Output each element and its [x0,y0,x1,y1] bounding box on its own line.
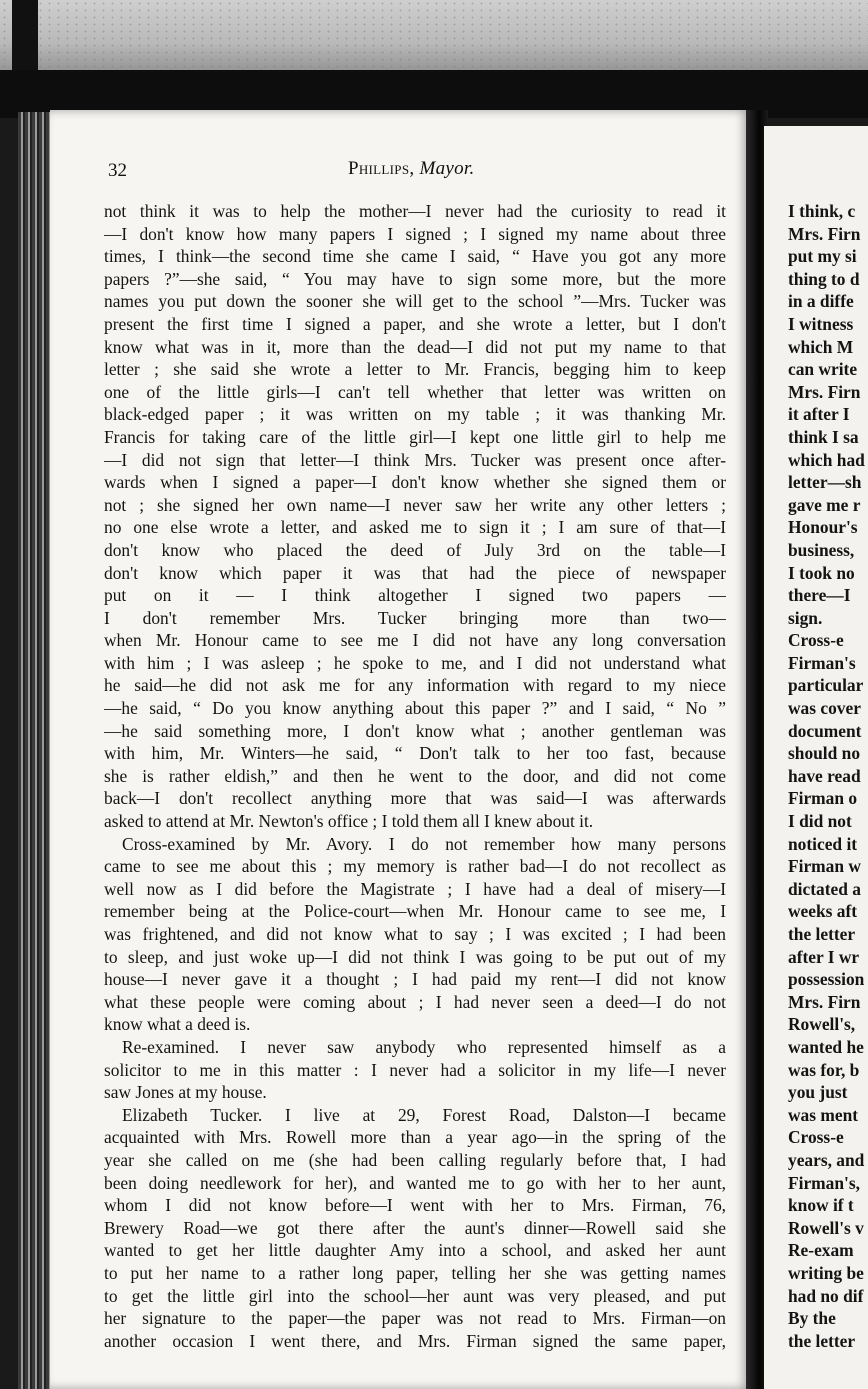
text-line-fragment: wanted he [788,1036,864,1057]
text-line-fragment: the letter [788,1330,856,1351]
text-line-fragment: was cover [788,698,861,719]
text-line: wanted to get her little daughter Amy into a school, and asked her aunt [104,1240,726,1261]
text-line-fragment: Cross-e [788,630,844,651]
text-line: came to see me about this ; my memory is rather bad—I do not recollect as [104,856,726,877]
text-line-fragment: put my si [788,246,857,267]
page-number: 32 [108,160,127,181]
text-line-fragment: weeks aft [788,901,858,922]
text-line: year she called on me (she had been calling regularly before that, I had [104,1149,726,1170]
text-line: letter ; she said she wrote a letter to Mr. Francis, begging him to keep [104,359,726,380]
text-line: not ; she signed her own name—I never saw her write any other letters ; [104,494,726,515]
text-line: know what a deed is. [104,1014,251,1035]
text-line-fragment: noticed it [788,833,858,854]
text-line-fragment: it after I [788,404,850,425]
text-line-fragment: which had [788,449,865,470]
text-line-fragment: Re-exam [788,1240,854,1261]
text-line: Brewery Road—we got there after the aunt's dinner—Rowell said she [104,1217,726,1238]
running-head-name: Phillips, [348,158,415,179]
text-line: Elizabeth Tucker. I live at 29, Forest Road, Dalston—I became [122,1104,726,1125]
text-line-fragment: Rowell's, [788,1014,856,1035]
text-line-fragment: Mrs. Firn [788,381,861,402]
text-line-fragment: think I sa [788,426,859,447]
text-line-fragment: have read [788,765,861,786]
text-line: —he said, “ Do you know anything about this paper ?” and I said, “ No ” [104,698,726,719]
scanner-background-top [0,0,868,78]
text-line-fragment: Honour's [788,517,858,538]
text-line-fragment: particular [788,675,864,696]
text-line-fragment: document [788,720,862,741]
text-line-fragment: Firman w [788,856,861,877]
text-line: to sleep, and just woke up—I did not think I was going to be put out of my [104,946,726,967]
right-column-text-cropped [788,200,868,1352]
text-line-fragment: business, [788,539,855,560]
text-line-fragment: which M [788,336,854,357]
text-line-fragment: thing to d [788,268,860,289]
text-line-fragment: Firman's [788,652,856,673]
text-line-fragment: should no [788,743,861,764]
text-line-fragment: the letter [788,924,856,944]
text-line-fragment: after I wr [788,946,860,967]
text-line-fragment: I think, c [788,201,856,221]
text-line: times, I think—the second time she came I said, “ Have you got any more [104,246,726,267]
text-line-fragment: Mrs. Firn [788,223,861,244]
text-line: one of the little girls—I can't tell whether that letter was written on [104,381,726,402]
text-line: to get the little girl into the school—her aunt was very pleased, and put [104,1285,726,1306]
text-line-fragment: I did not [788,811,852,832]
text-line-fragment: Cross-e [788,1127,844,1148]
text-line: wards when I signed a paper—I don't know whether she signed them or [104,472,726,493]
text-line-fragment: dictated a [788,878,861,899]
text-line: with him, Mr. Winters—he said, “ Don't talk to her too fast, because [104,743,726,764]
text-line: black-edged paper ; it was written on my table ; it was thanking Mr. [104,404,726,425]
text-line: solicitor to me in this matter : I never had a solicitor in my life—I never [104,1059,726,1080]
text-line-fragment: gave me r [788,494,861,515]
text-line: put on it — I think altogether I signed two papers — [104,585,726,606]
text-line-fragment: had no dif [788,1285,864,1306]
text-line: don't know which paper it was that had the piece of newspaper [104,562,726,583]
running-head-title: Mayor. [419,158,475,179]
text-line: remember being at the Police-court—when Mr. Honour came to see me, I [104,901,726,922]
text-line-fragment: possession [788,969,865,990]
text-line-fragment: there—I [788,585,851,606]
left-column-text [104,200,726,1352]
text-line: not think it was to help the mother—I never had the curiosity to read it [104,201,726,221]
text-line: to put her name to a rather long paper, telling her she was getting names [104,1262,726,1283]
text-line: back—I don't recollect anything more that was said—I was afterwards [104,788,726,809]
text-line: well now as I did before the Magistrate ; I have had a deal of misery—I [104,878,726,899]
text-line: saw Jones at my house. [104,1082,267,1103]
page-header [108,156,728,186]
text-line-fragment: Firman's, [788,1172,860,1193]
text-line: I don't remember Mrs. Tucker bringing more than two— [104,607,726,628]
text-line: —I did not sign that letter—I think Mrs. Tucker was present once after- [104,449,726,470]
text-line-fragment: writing be [788,1262,864,1283]
text-line: whom I did not know before—I went with her to Mrs. Firman, 76, [104,1195,726,1216]
text-line: Francis for taking care of the little girl—I kept one little girl to help me [104,426,726,447]
text-line-fragment: letter—sh [788,472,862,493]
text-line: don't know who placed the deed of July 3rd on the table—I [104,539,726,560]
text-line-fragment: Rowell's v [788,1217,864,1238]
text-line-fragment: Mrs. Firn [788,991,861,1012]
text-line: names you put down the sooner she will get to the school ”—Mrs. Tucker was [104,291,726,312]
text-line: was frightened, and did not know what to say ; I was excited ; I had been [104,924,726,944]
text-line-fragment: know if t [788,1195,854,1216]
text-line-fragment: was ment [788,1104,859,1125]
text-line: Re-examined. I never saw anybody who represented himself as a [122,1036,726,1057]
text-line-fragment: was for, b [788,1059,860,1080]
text-line-fragment: sign. [788,607,823,628]
text-line: —he said something more, I don't know what ; another gentleman was [104,720,726,741]
text-line-fragment: in a diffe [788,291,854,312]
text-line: with him ; I was asleep ; he spoke to me, and I did not understand what [104,652,726,673]
text-line: present the first time I signed a paper, and she wrote a letter, but I don't [104,313,726,334]
text-line-fragment: Firman o [788,788,858,809]
text-line: Cross-examined by Mr. Avory. I do not remember how many persons [122,833,726,854]
text-line: what these people were coming about ; I had never seen a deed—I do not [104,991,726,1012]
text-line: when Mr. Honour came to see me I did not have any long conversation [104,630,726,651]
text-line: house—I never gave it a thought ; I had paid my rent—I did not know [104,969,726,990]
text-line-fragment: I took no [788,562,855,583]
text-line: no one else wrote a letter, and asked me to sign it ; I am sure of that—I [104,517,726,538]
running-head [348,158,475,180]
text-line-fragment: years, and [788,1149,865,1170]
text-line: she is rather eldish,” and then he went to the door, and did not come [104,765,726,786]
text-line-fragment: can write [788,359,858,380]
text-line: —I don't know how many papers I signed ; I signed my name about three [104,223,726,244]
text-line: another occasion I went there, and Mrs. Firman signed the same paper, [104,1330,726,1351]
text-line: asked to attend at Mr. Newton's office ; I told them all I knew about it. [104,811,594,832]
text-line: acquainted with Mrs. Rowell more than a year ago—in the spring of the [104,1127,726,1148]
text-line: papers ?”—she said, “ You may have to sign some more, but the more [104,268,726,289]
text-line-fragment: you just [788,1082,848,1103]
text-line: been doing needlework for her), and wanted me to go with her to her aunt, [104,1172,726,1193]
text-line: he said—he did not ask me for any information with regard to my niece [104,675,726,696]
book-spine-shadow [12,0,38,80]
text-line: know what was in it, more than the dead—I did not put my name to that [104,336,726,357]
text-line-fragment: I witness [788,313,854,334]
text-line-fragment: By the [788,1308,836,1329]
text-line: her signature to the paper—the paper was not read to Mrs. Firman—on [104,1308,726,1329]
